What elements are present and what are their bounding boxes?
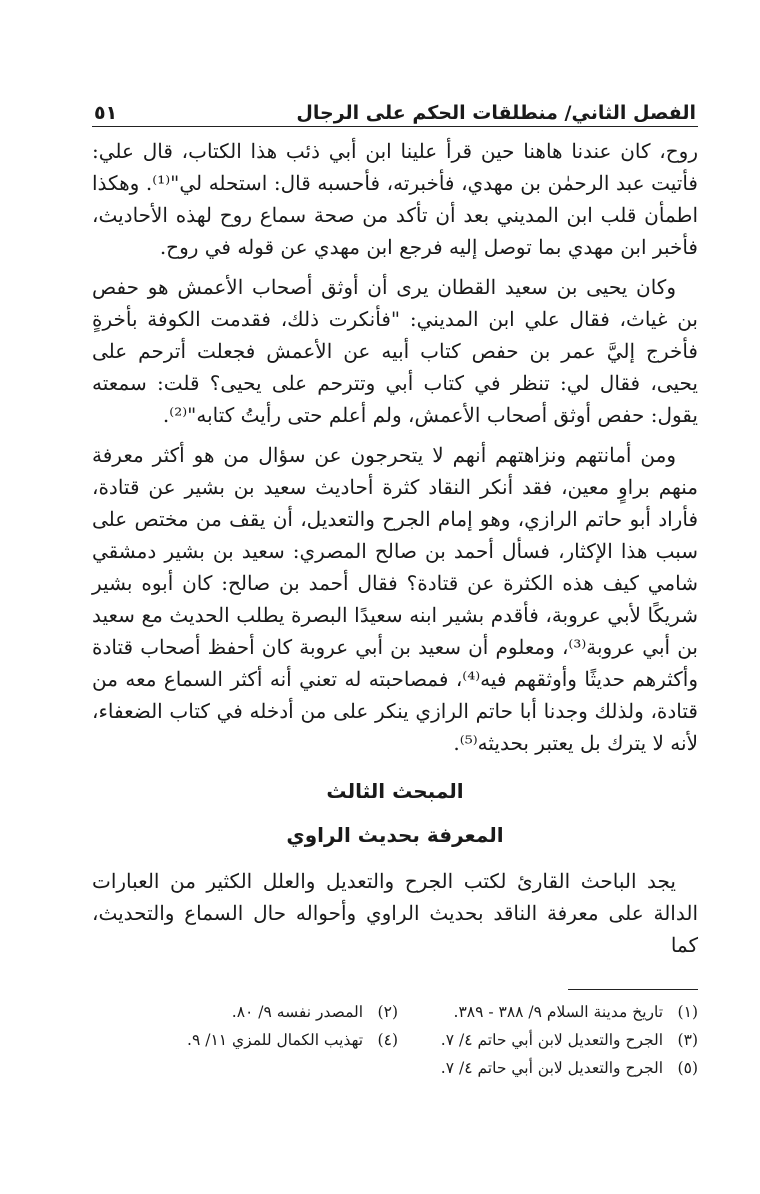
footnote-2 [98, 998, 398, 1026]
footnote-1 [398, 998, 698, 1026]
paragraph-3: ومن أمانتهم ونزاهتهم أنهم لا يتحرجون عن سؤال من هو أكثر معرفة منهم براوٍ معين، فقد أنكر النقاد كثرة أحاديث سعيد بن بشير عن قتادة، فأراد أبو حاتم الرازي، وهو إمام الجرح والتعديل، أن يقف من مختص على سبب هذا الإكثار، فسأل أحمد بن صالح المصري: سعيد بن بشير دمشقي شامي كيف هذه الكثرة عن قتادة؟ فقال أحمد بن صالح: كان أبوه بشير شريكًا لأبي عروبة، فأقدم بشير ابنه سعيدًا البصرة يطلب الحديث مع سعيد بن أبي عروبة⁽³⁾، ومعلوم أن سعيد بن أبي عروبة كان أحفظ أصحاب قتادة وأكثرهم حديثًا وأوثقهم فيه⁽⁴⁾، فمصاحبته له تعني أنه أكثر السماع معه من قتادة، ولذلك وجدنا أبا حاتم الرازي ينكر على من أدخله في كتاب الضعفاء، لأنه لا يترك بل يعتبر بحديثه⁽⁵⁾. [92, 443, 699, 755]
footnote-text: المصدر نفسه ٩/ ٨٠. [231, 1003, 364, 1021]
running-header [92, 88, 698, 127]
footnote-row [92, 998, 698, 1026]
page-body [92, 135, 698, 961]
footnote-row [92, 1054, 698, 1082]
footnote-number: (١) [677, 1003, 698, 1021]
footnote-number: (٤) [377, 1031, 398, 1049]
running-title: الفصل الثاني/ منطلقات الحكم على الرجال [296, 102, 696, 124]
paragraph-4: يجد الباحث القارئ لكتب الجرح والتعديل والعلل الكثير من العبارات الدالة على معرفة الناقد بحديث الراوي وأحواله حال السماع والتحديث، كما [92, 869, 698, 957]
paragraph-1: روح، كان عندنا هاهنا حين قرأ علينا ابن أبي ذئب هذا الكتاب، قال علي: فأتيت عبد الرحمٰن بن مهدي، فأخبرته، فأحسبه قال: استحله لي"⁽¹⁾. وهكذا اطمأن قلب ابن المديني بعد أن تأكد من صحة سماع روح لهذه الأحاديث، فأخبر ابن مهدي بما توصل إليه فرجع ابن مهدي عن قوله في روح. [92, 139, 698, 259]
footnote-3 [398, 1026, 698, 1054]
footnote-number: (٢) [377, 1003, 398, 1021]
footnote-separator [568, 989, 698, 990]
section-subheading: المعرفة بحديث الراوي [286, 823, 504, 847]
footnotes [92, 998, 698, 1082]
paragraph-2: وكان يحيى بن سعيد القطان يرى أن أوثق أصحاب الأعمش هو حفص بن غياث، فقال علي ابن المديني: "فأنكرت ذلك، فقدمت الكوفة بأخرةٍ فأخرج إليَّ عمر بن حفص كتاب أبيه عن الأعمش فجعلت أترحم على يحيى، فقال لي: تنظر في كتاب أبي وتترحم على يحيى؟ قلت: سمعته يقول: حفص أوثق أصحاب الأعمش، ولم أعلم حتى رأيتُ كتابه"⁽²⁾. [92, 275, 698, 427]
footnote-text: تاريخ مدينة السلام ٩/ ٣٨٨ - ٣٨٩. [453, 1003, 664, 1021]
footnote-text: الجرح والتعديل لابن أبي حاتم ٤/ ٧. [440, 1059, 664, 1077]
footnote-text: الجرح والتعديل لابن أبي حاتم ٤/ ٧. [440, 1031, 664, 1049]
book-page [92, 88, 698, 1148]
footnote-number: (٣) [677, 1031, 698, 1049]
footnote-text: تهذيب الكمال للمزي ١١/ ٩. [187, 1031, 364, 1049]
page-number: ٥١ [94, 102, 118, 124]
footnote-4 [98, 1026, 398, 1054]
section-heading: المبحث الثالث [326, 779, 464, 803]
footnote-row [92, 1026, 698, 1054]
footnote-number: (٥) [677, 1059, 698, 1077]
footnote-5 [398, 1054, 698, 1082]
